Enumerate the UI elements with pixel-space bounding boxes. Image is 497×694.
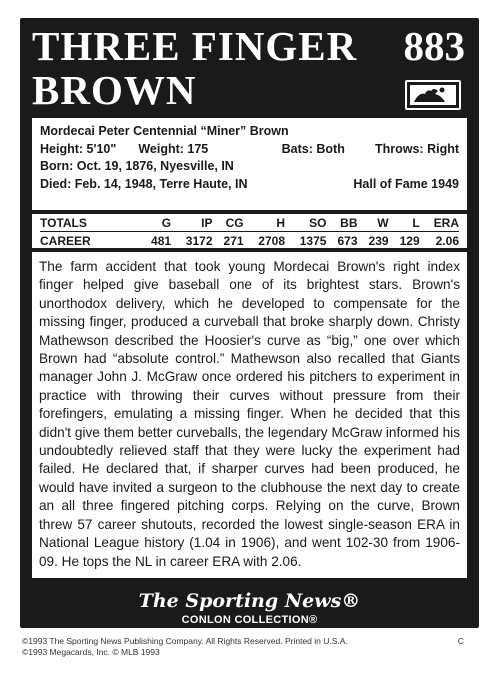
stats-header: CG	[213, 214, 244, 232]
hall-of-fame: Hall of Fame 1949	[353, 176, 459, 191]
stats-header: IP	[171, 214, 212, 232]
sporting-news-logo: The Sporting News®	[138, 590, 361, 612]
stats-table	[32, 214, 467, 248]
throws: Throws: Right	[374, 141, 459, 156]
player-name-line1: THREE FINGER	[32, 23, 358, 69]
stats-cell: 673	[337, 233, 358, 248]
died: Died: Feb. 14, 1948, Terre Haute, IN	[40, 176, 248, 191]
stats-header: W	[358, 214, 389, 232]
stats-cell: 3172	[185, 233, 213, 248]
stats-cell: 239	[368, 233, 389, 248]
stats-header: TOTALS	[40, 214, 140, 232]
stats-header: H	[244, 214, 285, 232]
player-name	[32, 24, 362, 112]
biography-text: The farm accident that took young Mordecai Brown's right index finger helped give baseball one of its brightest stars. Brown's unorthodox delivery, which he developed to compensate for the missing finger, produced a curveball that broke sharply down. Christy Mathewson described the Hoosier's curve as “big,” one over which Brown had “absolute control.” Mathewson also recalled that Giants manager John J. McGraw once ordered his pitchers to experiment in practice with throwing their curves without pressure from their forefingers, emulating a missing finger. When he decided that this didn't give them better curveballs, the legendary McGraw informed his undoubtedly relieved staff that they were lucky the experiment had failed. He declared that, if sharper curves had been produced, he would have invited a surgeon to the clubhouse the next day to create an all three fingered pitching corps. Relying on the curve, Brown threw 57 career shutouts, recorded the lowest single-season ERA in National League history (1.04 in 1906), and went 102-30 from 1906-09. He tops the NL in career ERA with 2.06.	[32, 252, 467, 578]
player-info-panel	[32, 118, 467, 210]
stats-header: SO	[285, 214, 326, 232]
bats: Bats: Both	[281, 141, 345, 156]
stats-header-row	[40, 214, 459, 232]
stats-cell: 129	[399, 233, 420, 248]
stats-header: BB	[326, 214, 357, 232]
mlb-logo-icon	[405, 80, 461, 110]
copyright-line1: ©1993 The Sporting News Publishing Company. All Rights Reserved. Printed in U.S.A.	[22, 636, 348, 646]
card-number: 883	[403, 23, 465, 69]
conlon-collection-label: CONLON COLLECTION®	[181, 614, 318, 626]
stats-header: G	[140, 214, 171, 232]
full-name: Mordecai Peter Centennial “Miner” Brown	[40, 124, 289, 138]
stats-cell: 1375	[299, 233, 327, 248]
stats-header: L	[389, 214, 420, 232]
copyright-line2: ©1993 Megacards, Inc. © MLB 1993	[22, 647, 160, 657]
stats-header: ERA	[420, 214, 459, 232]
card-back	[20, 18, 479, 628]
height: Height: 5'10"	[40, 141, 117, 156]
stats-cell: CAREER	[40, 233, 91, 248]
player-name-line2: BROWN	[32, 67, 197, 113]
stats-career-row	[40, 232, 459, 250]
print-code: C	[457, 636, 464, 646]
copyright-footer	[22, 636, 472, 658]
stats-cell: 481	[151, 233, 172, 248]
weight: Weight: 175	[138, 141, 209, 156]
stats-cell: 2.06	[435, 233, 459, 248]
stats-cell: 2708	[258, 233, 285, 248]
born: Born: Oct. 19, 1876, Nyesville, IN	[40, 159, 234, 173]
stats-cell: 271	[223, 233, 244, 248]
